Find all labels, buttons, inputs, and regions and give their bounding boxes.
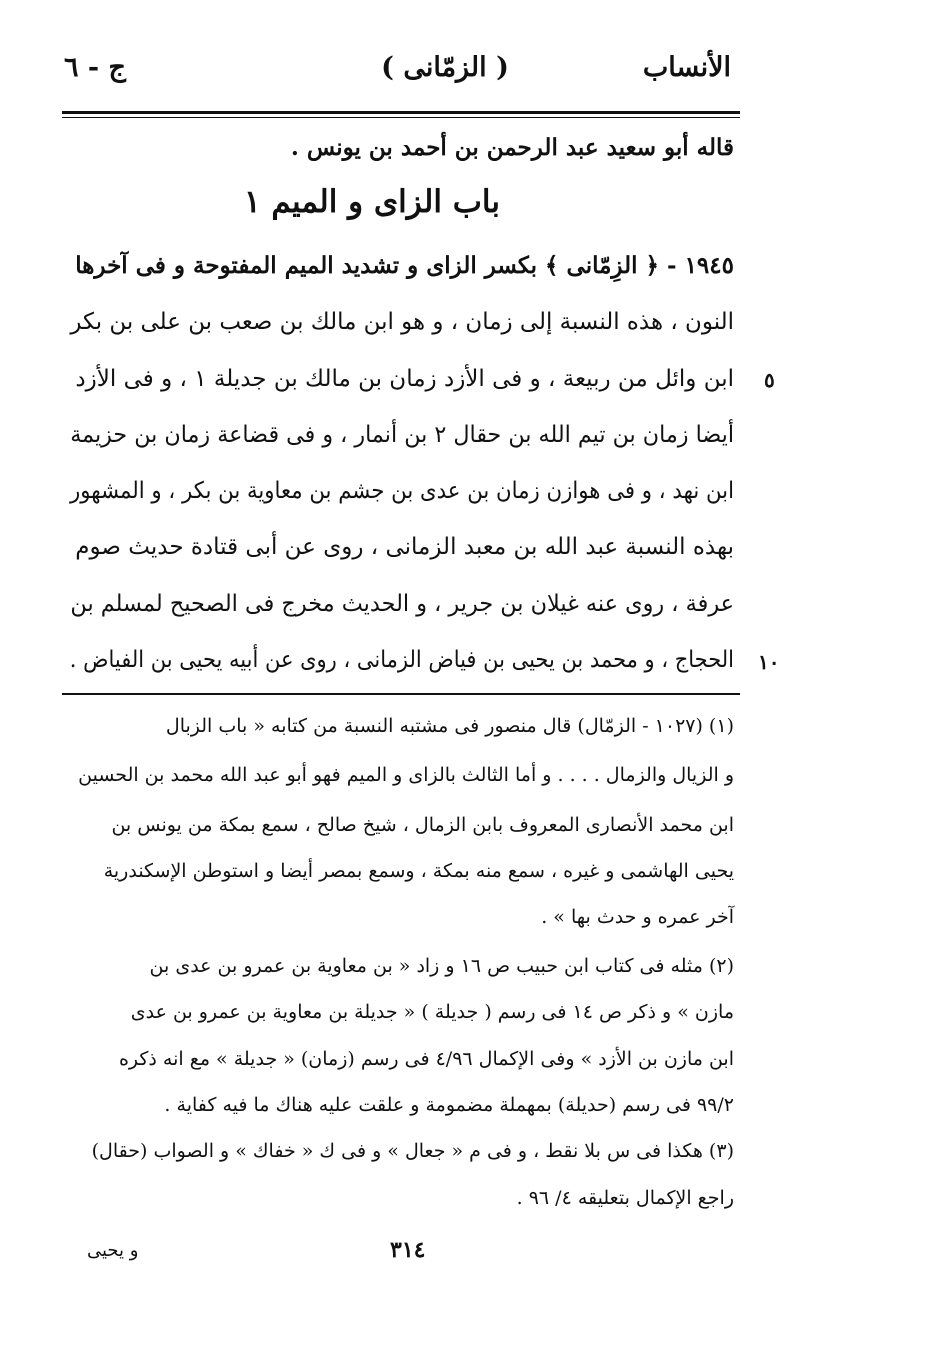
running-header-nisba: ( الزمّانى ) [381, 52, 509, 83]
header-rule-thick [62, 111, 740, 114]
catchword: و يحيى [87, 1240, 139, 1261]
entry-line-1: ١٩٤٥ - ﴿ الزِمّانى ﴾ بكسر الزاى و تشديد الميم المفتوحة و فى آخرها [75, 252, 734, 279]
page-number: ٣١٤ [390, 1237, 426, 1263]
footnote-rule [62, 693, 740, 695]
footnote-1-line-2: و الزيال والزمال . . . . و أما الثالث بالزاى و الميم فهو أبو عبد الله محمد بن الحسين [78, 764, 734, 786]
footnote-1-line-1: (١) (١٠٢٧ - الزمّال) قال منصور فى مشتبه النسبة من كتابه « باب الزبال [165, 715, 734, 737]
entry-line-7: عرفة ، روى عنه غيلان بن جرير ، و الحديث مخرج فى الصحيح لمسلم بن [70, 591, 735, 617]
line-number-10: ١٠ [758, 650, 780, 674]
entry-line-4: أيضا زمان بن تيم الله بن حقال ٢ بن أنمار ، و فى قضاعة زمان بن حزيمة [70, 422, 734, 448]
entry-line-3: ابن وائل من ربيعة ، و فى الأزد زمان بن مالك بن جديلة ١ ، و فى الأزد [75, 366, 734, 392]
header-rule-thin [62, 117, 740, 118]
intro-line: قاله أبو سعيد عبد الرحمن بن أحمد بن يونس . [290, 134, 734, 161]
footnote-1-line-5: آخر عمره و حدث بها » . [541, 906, 734, 928]
footnote-2-line-1: (٢) مثله فى كتاب ابن حبيب ص ١٦ و زاد « بن معاوية بن عمرو بن عدى بن [149, 955, 734, 977]
entry-line-5: ابن نهد ، و فى هوازن زمان بن عدى بن جشم بن معاوية بن بكر ، و المشهور [70, 478, 735, 504]
footnote-1-line-3: ابن محمد الأنصارى المعروف بابن الزمال ، شيخ صالح ، سمع بمكة من يونس بن [111, 814, 734, 836]
footnote-3-line-2: راجع الإكمال بتعليقه ٤/ ٩٦ . [516, 1187, 734, 1209]
footnote-2-line-2: مازن » و ذكر ص ١٤ فى رسم ( جديلة ) « جديلة بن معاوية بن عمرو بن عدى [130, 1001, 734, 1023]
running-header-volume: ج - ٦ [64, 52, 126, 83]
footnote-2-line-4: ٩٩/٢ فى رسم (حديلة) بمهملة مضمومة و علقت عليه هناك ما فيه كفاية . [164, 1094, 734, 1116]
footnote-1-line-4: يحيى الهاشمى و غيره ، سمع منه بمكة ، وسمع بمصر أيضا و استوطن الإسكندرية [103, 860, 734, 882]
section-title: باب الزاى و الميم ١ [243, 184, 500, 220]
entry-line-8: الحجاج ، و محمد بن يحيى بن فياض الزمانى ، روى عن أبيه يحيى بن الفياض . [69, 647, 735, 673]
line-number-5: ٥ [764, 368, 775, 392]
entry-line-2: النون ، هذه النسبة إلى زمان ، و هو ابن مالك بن صعب بن على بن بكر [70, 309, 735, 335]
running-header-title: الأنساب [642, 52, 731, 83]
entry-line-6: بهذه النسبة عبد الله بن معبد الزمانى ، روى عن أبى قتادة حديث صوم [75, 534, 734, 560]
footnote-2-line-3: ابن مازن بن الأزد » وفى الإكمال ٤/٩٦ فى رسم (زمان) « جديلة » مع انه ذكره [118, 1048, 734, 1070]
footnote-3-line-1: (٣) هكذا فى س بلا نقط ، و فى م « جعال » و فى ك « خفاك » و الصواب (حقال) [91, 1140, 734, 1162]
